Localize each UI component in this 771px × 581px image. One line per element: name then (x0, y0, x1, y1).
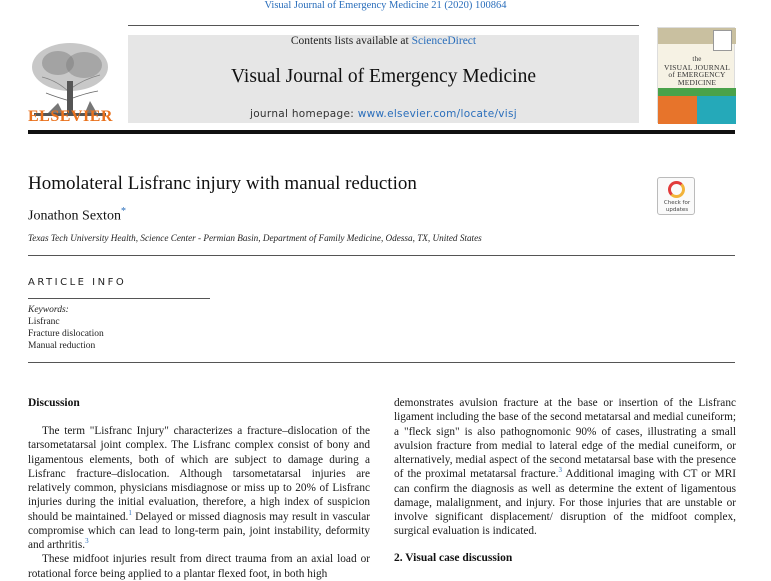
cover-line-4: MEDICINE (677, 77, 717, 87)
paragraph-text: Delayed or missed diagnosis may result in vascular compromise which can lead to long-term pain, joint instability, deformity and arthritis. (28, 510, 370, 551)
paragraph (28, 424, 370, 552)
sciencedirect-link[interactable]: ScienceDirect (411, 35, 477, 47)
header-thick-rule (28, 130, 735, 134)
keyword: Fracture dislocation (28, 329, 104, 339)
author (28, 206, 126, 225)
divider (28, 362, 735, 363)
section-2-heading: 2. Visual case discussion (394, 552, 513, 564)
running-head[interactable]: Visual Journal of Emergency Medicine 21 (2020) 100864 (264, 0, 507, 11)
paragraph-text: demonstrates avulsion fracture at the base or insertion of the Lisfranc ligament including the base of the second metatarsal and medial cuneiform; a "fleck sign" is also pathognomonic 90% of cases, illustrating a small avulsion fracture from medial to lateral edge of the medial cuneiform, or alternatively, medial aspect of the second metatarsal base with the presence of the proximal metatarsal fracture. (394, 397, 736, 481)
homepage-line (128, 108, 639, 120)
paragraph (394, 396, 736, 539)
article-info-rule (28, 298, 210, 299)
paragraph-text: Additional imaging with CT or MRI can confirm the diagnosis as well as determine the extent of ligamentous damage, malalignment, and injury. For those injuries that are unstable or involve significant displacement/ disruption of the midfoot complex, surgical evaluation is indicated. (394, 468, 736, 538)
journal-cover[interactable] (657, 27, 735, 123)
affiliation: Texas Tech University Health, Science Center - Permian Basin, Department of Family Medicine, Odessa, TX, United States (28, 233, 482, 243)
citation-link[interactable]: 1 (128, 508, 132, 517)
keywords-label: Keywords: (28, 305, 69, 315)
citation-link[interactable]: 3 (558, 466, 562, 475)
homepage-label: journal homepage: (249, 108, 358, 120)
paragraph-text: The term "Lisfranc Injury" characterizes a fracture–dislocation of the tarsometatarsal joint complex. The Lisfranc complex consist of bony and ligamentous elements, both of which are subject to damage during a Lisfranc fracture–dislocation. Although tarsometatarsal injuries are relatively common, physicians misdiagnose or miss up to 20% of Lisfranc injuries during the initial evaluation, therefore, a high index of suspicion should be maintained. (28, 425, 370, 523)
discussion-heading: Discussion (28, 397, 80, 409)
contents-line (128, 35, 639, 48)
check-for-updates-button[interactable] (657, 177, 695, 215)
check-updates-label-1: Check for (663, 200, 691, 206)
keyword: Lisfranc (28, 317, 60, 327)
journal-title: Visual Journal of Emergency Medicine (231, 66, 536, 87)
article-title: Homolateral Lisfranc injury with manual reduction (28, 173, 417, 194)
contents-prefix: Contents lists available at (290, 35, 412, 47)
crossmark-icon (668, 181, 685, 198)
right-column (394, 396, 736, 539)
journal-header-box (128, 35, 639, 123)
paragraph: These midfoot injuries result from direct trauma from an axial load or rotational force being applied to a plantar flexed foot, in both high (28, 553, 370, 580)
check-updates-label-2: updates (665, 206, 689, 213)
article-info-heading: ARTICLE INFO (28, 277, 127, 288)
cover-block-green (658, 88, 736, 96)
header-top-rule (128, 25, 639, 26)
author-mark[interactable]: * (120, 206, 126, 217)
author-name: Jonathon Sexton (28, 208, 121, 224)
keyword: Manual reduction (28, 341, 96, 351)
left-column (28, 424, 370, 581)
check-updates-label (658, 200, 696, 213)
publisher-name: ELSEVIER (28, 108, 113, 125)
cover-title (658, 56, 736, 86)
cover-badge-icon (713, 30, 732, 51)
cover-artwork (658, 88, 736, 124)
cover-line-1: the (692, 55, 702, 63)
cover-line-3: of EMERGENCY (668, 70, 726, 79)
divider (28, 255, 735, 256)
cover-line-2: VISUAL JOURNAL (663, 62, 731, 72)
citation-link[interactable]: 3 (85, 537, 89, 546)
homepage-link[interactable]: www.elsevier.com/locate/visj (357, 108, 518, 120)
